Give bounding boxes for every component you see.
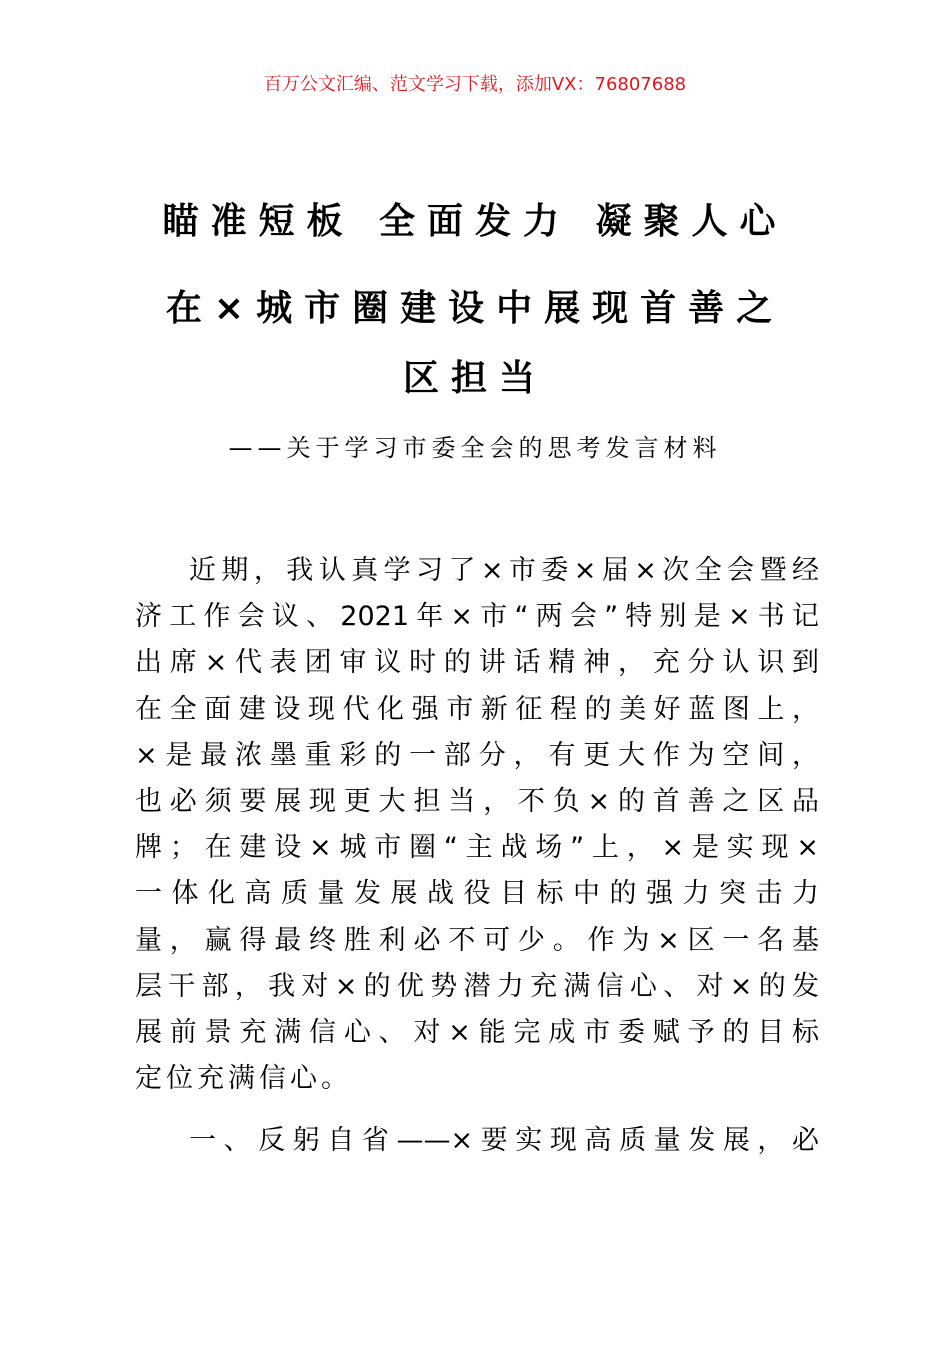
header-note: 百万公文汇编、范文学习下载，添加VX：76807688 xyxy=(263,74,687,95)
subtitle: ——关于学习市委全会的思考发言材料 xyxy=(228,434,722,462)
paragraph-2 xyxy=(135,1118,819,1164)
paragraph-1-line: 展前景充满信心、对×能完成市委赋予的目标 xyxy=(135,1016,819,1048)
title-line-3: 区担当 xyxy=(402,358,547,399)
paragraph-1-line: 一体化高质量发展战役目标中的强力突击力 xyxy=(135,878,819,910)
section-heading-1: 一、反躬自省——×要实现高质量发展，必 xyxy=(189,1125,819,1156)
paragraph-1-line: 出席×代表团审议时的讲话精神，充分认识到 xyxy=(135,647,819,679)
paragraph-1 xyxy=(135,548,819,1102)
title-line-1: 瞄准短板 全面发力 凝聚人心 xyxy=(162,201,788,242)
paragraph-1-line: 定位充满信心。 xyxy=(135,1063,352,1095)
title-line-2: 在×城市圈建设中展现首善之 xyxy=(165,288,785,329)
paragraph-1-line: 近期，我认真学习了×市委×届×次全会暨经 xyxy=(189,555,819,586)
paragraph-1-line: 层干部，我对×的优势潜力充满信心、对×的发 xyxy=(135,970,819,1002)
paragraph-1-line: 济工作会议、2021年×市“两会”特别是×书记 xyxy=(135,601,819,633)
paragraph-1-line: 也必须要展现更大担当，不负×的首善之区品 xyxy=(135,785,819,817)
paragraph-1-line: ×是最浓墨重彩的一部分，有更大作为空间， xyxy=(135,739,819,771)
paragraph-1-line: 在全面建设现代化强市新征程的美好蓝图上， xyxy=(135,693,819,725)
paragraph-1-line: 牌；在建设×城市圈“主战场”上，×是实现× xyxy=(135,832,819,864)
paragraph-1-line: 量，赢得最终胜利必不可少。作为×区一名基 xyxy=(135,924,819,956)
